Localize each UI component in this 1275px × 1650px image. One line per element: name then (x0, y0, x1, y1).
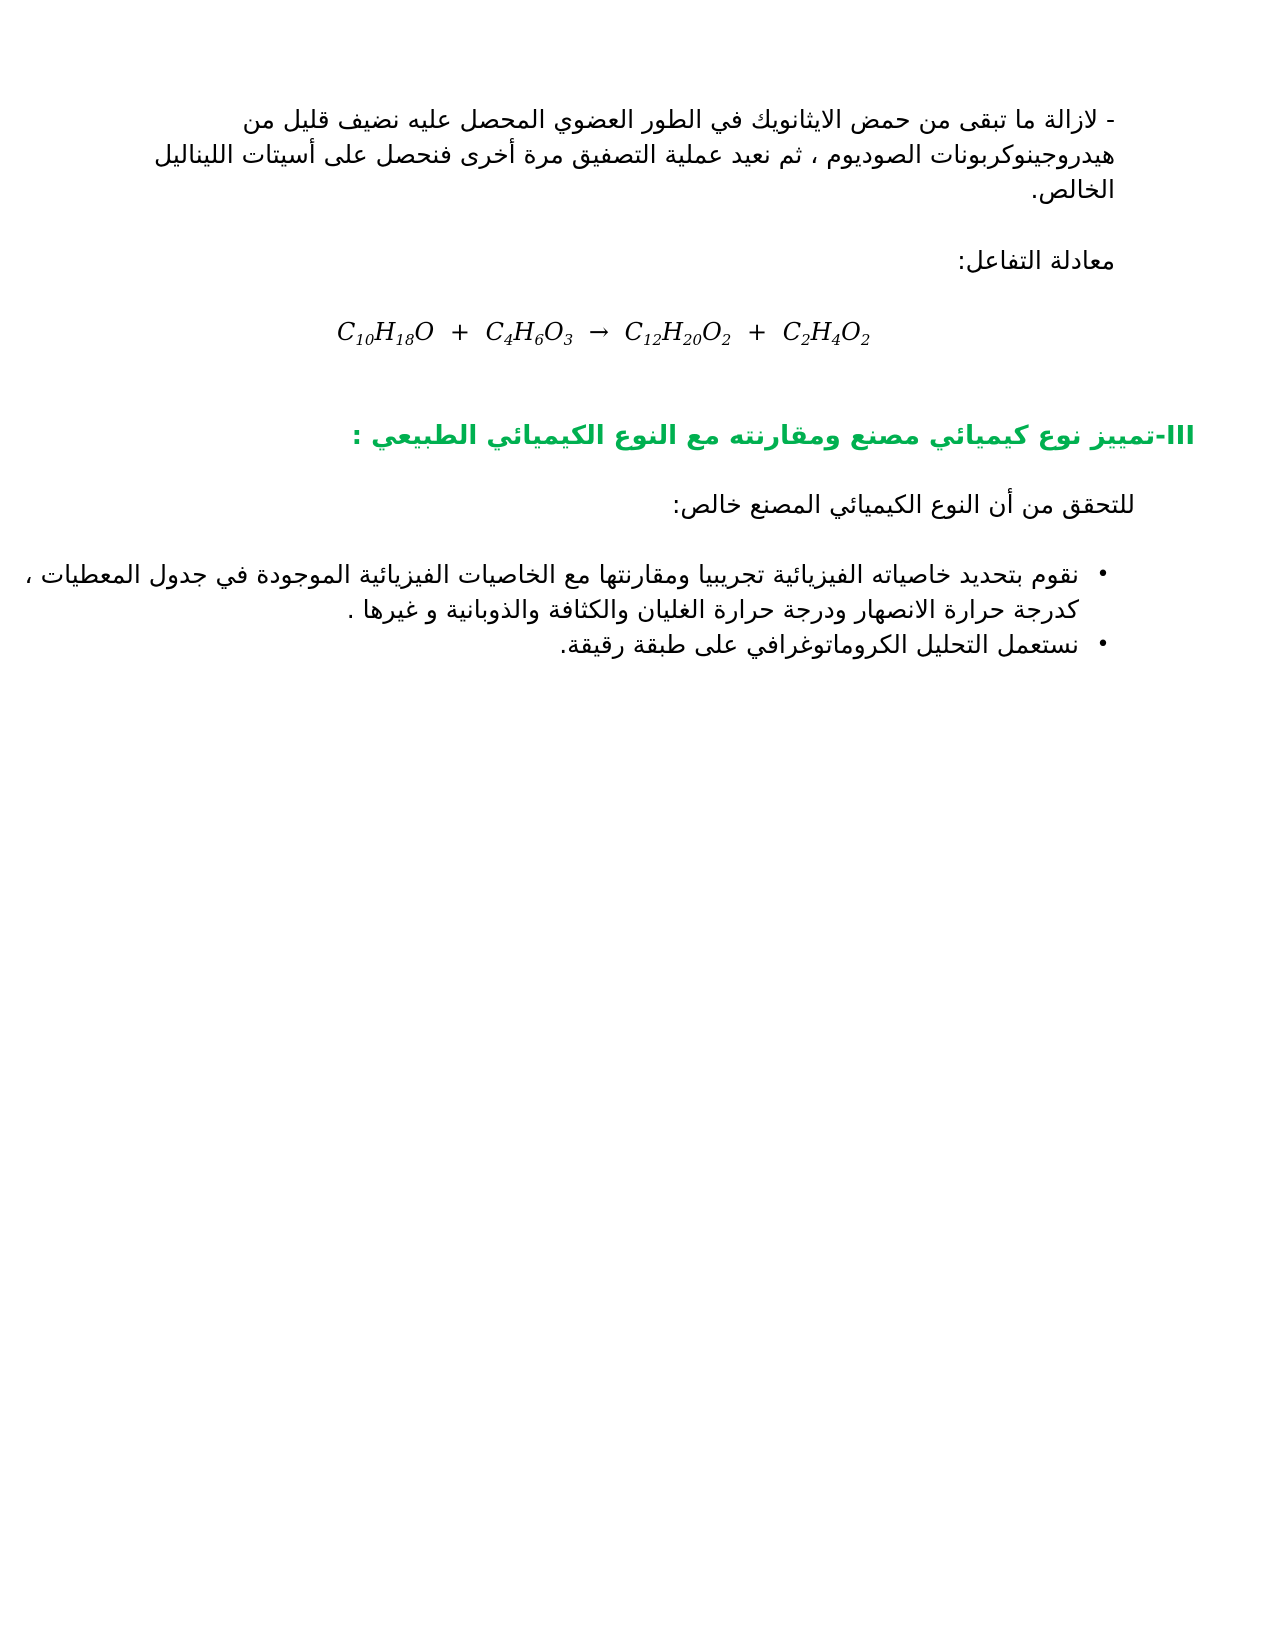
plus-sign: + (449, 318, 470, 346)
list-item-text: نقوم بتحديد خاصياته الفيزيائية تجريبيا ومقارنتها مع الخاصيات الفيزيائية الموجودة في جدول المعطيات ، كدرجة حرارة الانصهار ودرجة حرارة الغليان والكثافة والذوبانية و غيرها . (24, 560, 1079, 624)
section-heading: III-تمييز نوع كيميائي مصنع ومقارنته مع النوع الكيميائي الطبيعي : (351, 421, 1195, 451)
product-linalyl-acetate: $C_{12}H_{20}O_2$ (624, 318, 732, 349)
bullet-icon: • (1096, 632, 1110, 657)
reaction-equation (337, 315, 897, 349)
bullet-list (19, 557, 1115, 662)
list-item-text: نستعمل التحليل الكروماتوغرافي على طبقة رقيقة. (559, 630, 1079, 659)
plus-sign: + (746, 318, 768, 346)
list-item (19, 557, 1110, 627)
equation-label: معادلة التفاعل: (957, 246, 1115, 275)
reactant-linalool: $C_{10}H_{18}O$ (337, 318, 435, 349)
section-intro: للتحقق من أن النوع الكيميائي المصنع خالص: (671, 490, 1135, 519)
reactant-acetic-anhydride: $C_4H_6O_3$ (485, 318, 574, 349)
bullet-icon: • (1096, 562, 1110, 587)
paragraph-purification: - لازالة ما تبقى من حمض الايثانويك في الطور العضوي المحصل عليه نضيف قليل من هيدروجينوكربونات الصوديوم ، ثم نعيد عملية التصفيق مرة أخرى فنحصل على أسيتات الليناليل الخالص. (154, 105, 1115, 204)
reaction-arrow: → (588, 318, 609, 346)
list-item (19, 627, 1110, 662)
product-acetic-acid: $C_2H_4O_2$ (782, 318, 871, 349)
